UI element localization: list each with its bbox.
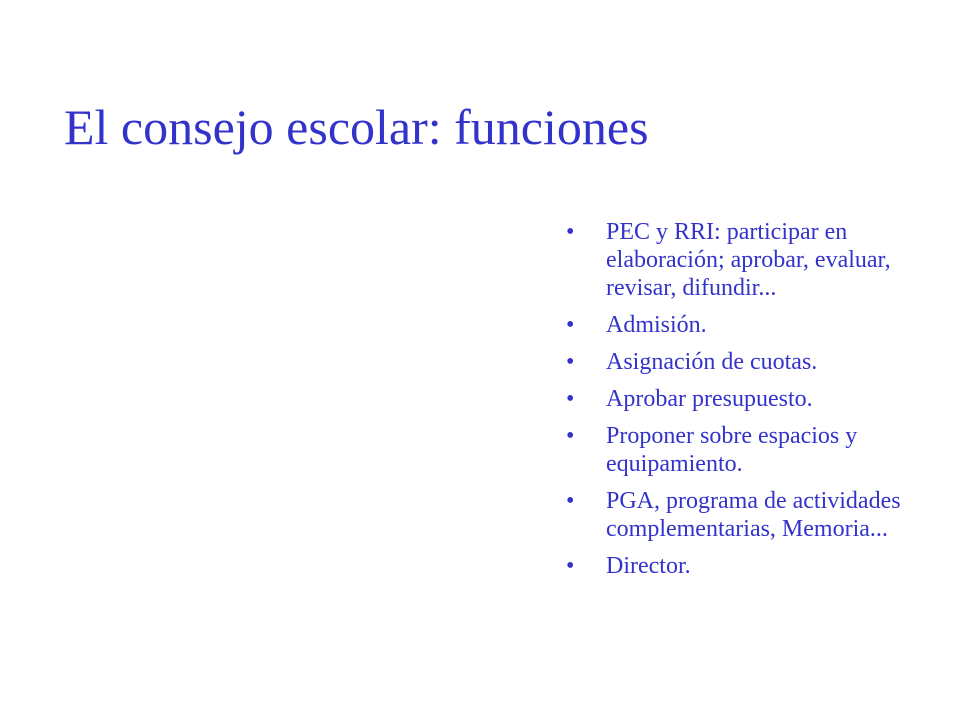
list-item: [566, 422, 952, 478]
bullet-text: Aprobar presupuesto.: [606, 386, 813, 412]
bullet-list: [566, 218, 952, 589]
bullet-icon: •: [566, 219, 575, 245]
bullet-icon: •: [566, 423, 575, 449]
list-item: [566, 348, 952, 376]
bullet-icon: •: [566, 488, 575, 514]
list-item: [566, 311, 952, 339]
bullet-text: Admisión.: [606, 312, 707, 338]
bullet-icon: •: [566, 312, 575, 338]
bullet-icon: •: [566, 386, 575, 412]
slide-title: El consejo escolar: funciones: [64, 99, 649, 155]
list-item: [566, 385, 952, 413]
bullet-text: Proponer sobre espacios y equipamiento.: [606, 423, 858, 477]
bullet-icon: •: [566, 553, 575, 579]
list-item: [566, 552, 952, 580]
bullet-text: Asignación de cuotas.: [606, 349, 818, 375]
list-item: [566, 218, 952, 302]
bullet-text: PGA, programa de actividades complementarias, Memoria...: [606, 488, 901, 542]
bullet-text: Director.: [606, 553, 691, 579]
list-item: [566, 487, 952, 543]
bullet-text: PEC y RRI: participar en elaboración; aprobar, evaluar, revisar, difundir...: [606, 219, 891, 301]
bullet-icon: •: [566, 349, 575, 375]
